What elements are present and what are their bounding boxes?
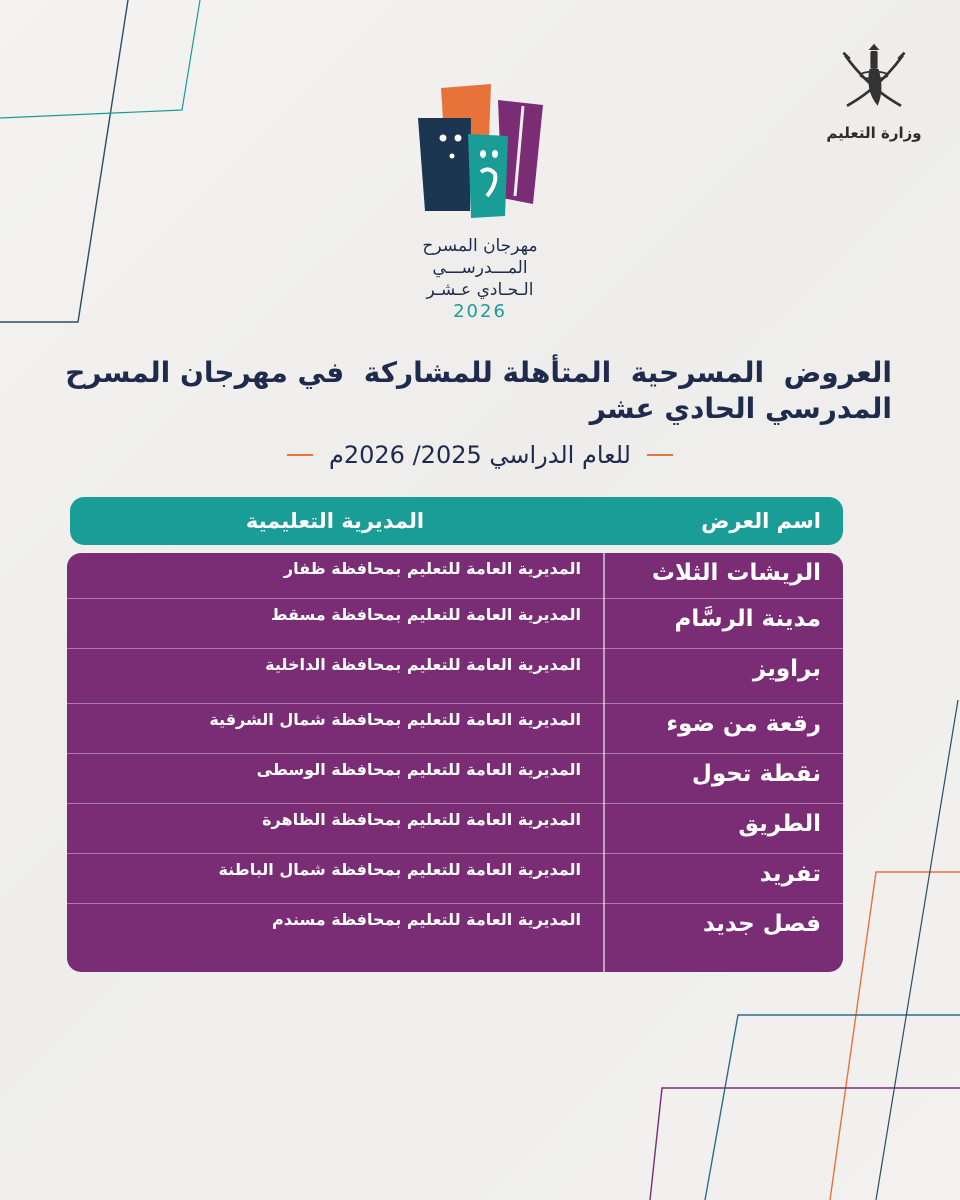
festival-title-line1: مهرجان المسرح bbox=[422, 236, 538, 256]
directorate-name: المديرية العامة للتعليم بمحافظة الداخلية bbox=[265, 655, 581, 674]
page-title bbox=[52, 355, 892, 427]
headline-line2: المدرسي الحادي عشر bbox=[589, 392, 892, 425]
table-row bbox=[67, 753, 843, 804]
directorate-name: المديرية العامة للتعليم بمحافظة مسندم bbox=[272, 910, 581, 929]
khanjar-emblem-icon bbox=[838, 38, 910, 116]
ministry-name: وزارة التعليم bbox=[826, 124, 922, 142]
directorate-name: المديرية العامة للتعليم بمحافظة الظاهرة bbox=[262, 810, 581, 829]
table-row bbox=[67, 703, 843, 754]
directorate-name: المديرية العامة للتعليم بمحافظة شمال الباطنة bbox=[218, 860, 581, 879]
play-name: رقعة من ضوء bbox=[666, 711, 821, 737]
header-play-name: اسم العرض bbox=[701, 509, 821, 533]
headline-line1: العروض المسرحية المتأهلة للمشاركة في مهرجان المسرح bbox=[65, 356, 892, 389]
play-name: تفريد bbox=[759, 861, 821, 887]
table-header bbox=[70, 497, 843, 545]
festival-title-line2: المـــدرســـي bbox=[432, 258, 528, 278]
directorate-name: المديرية العامة للتعليم بمحافظة الوسطى bbox=[256, 760, 581, 779]
play-name: فصل جديد bbox=[702, 911, 821, 937]
table-row bbox=[67, 853, 843, 904]
play-name: الطريق bbox=[738, 811, 821, 837]
festival-year: 2026 bbox=[453, 301, 507, 322]
directorate-name: المديرية العامة للتعليم بمحافظة شمال الشرقية bbox=[209, 710, 581, 729]
academic-year-line bbox=[240, 438, 720, 472]
festival-logo bbox=[395, 84, 565, 324]
festival-title-line3: الـحـادي عـشـر bbox=[426, 280, 534, 300]
table-body bbox=[67, 553, 843, 972]
play-name: نقطة تحول bbox=[691, 761, 821, 787]
play-name: مدينة الرسَّام bbox=[674, 606, 821, 632]
table-row bbox=[67, 553, 843, 598]
table-row bbox=[67, 598, 843, 649]
table-row bbox=[67, 903, 843, 972]
table-row bbox=[67, 648, 843, 704]
play-name: براويز bbox=[752, 656, 821, 682]
dash-right bbox=[647, 454, 673, 456]
header-directorate: المديرية التعليمية bbox=[245, 509, 425, 533]
academic-year: للعام الدراسي 2025/ 2026م bbox=[329, 441, 631, 469]
directorate-name: المديرية العامة للتعليم بمحافظة ظفار bbox=[283, 559, 581, 578]
dash-left bbox=[287, 454, 313, 456]
play-name: الريشات الثلاث bbox=[651, 560, 821, 586]
theatre-masks-icon bbox=[415, 84, 545, 220]
table-row bbox=[67, 803, 843, 854]
directorate-name: المديرية العامة للتعليم بمحافظة مسقط bbox=[270, 605, 581, 624]
ministry-logo bbox=[822, 38, 926, 150]
